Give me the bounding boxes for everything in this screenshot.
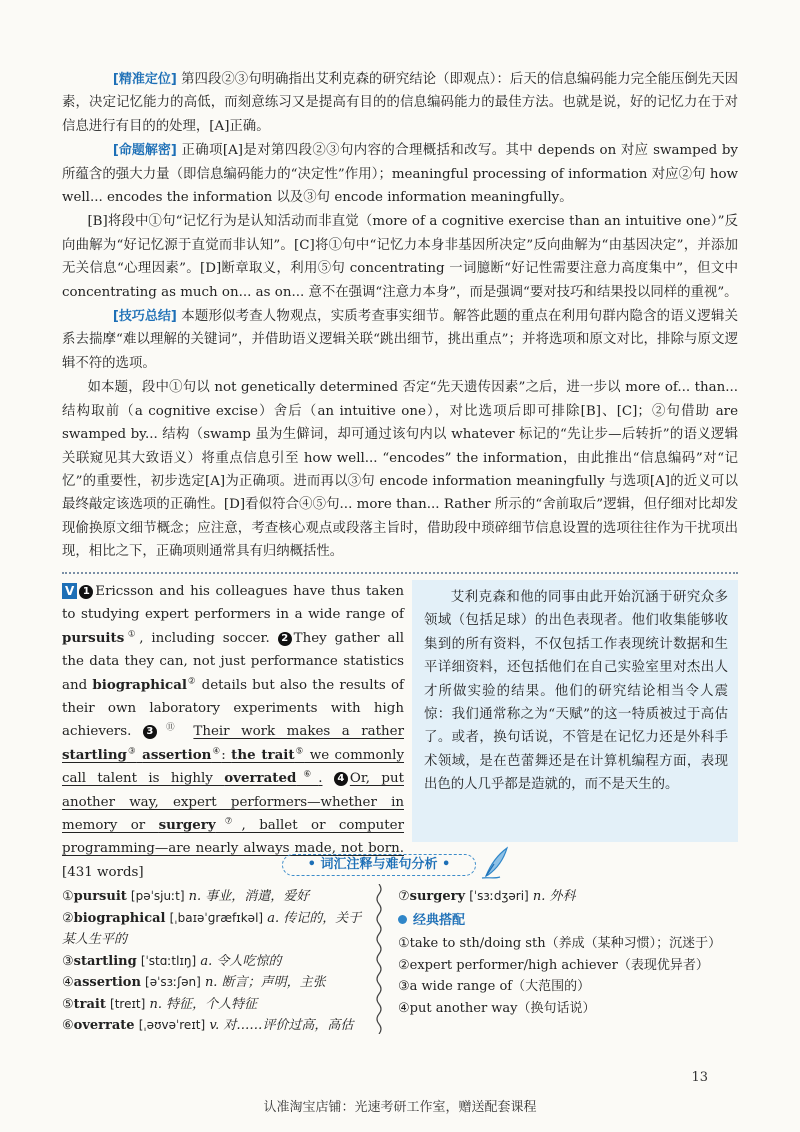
paragraph-number-badge: V: [62, 583, 77, 599]
vocabulary-list-right: [398, 886, 738, 1019]
vocab-item: ②biographical [ˌbaɪəˈɡræfɪkəl] a. 传记的，关于某人生平的: [62, 910, 362, 947]
footnote-mark: ④: [211, 746, 222, 757]
word-count: [431 words]: [62, 864, 144, 880]
keyword: startling: [62, 746, 127, 763]
collocation-item: ①take to sth/doing sth（养成（某种习惯）；沉迷于）: [398, 936, 722, 951]
sentence-number: 1: [79, 585, 93, 599]
footnote-mark: ⑤: [294, 746, 305, 757]
keyword: overrated: [224, 770, 297, 787]
underlined-sentence: Or, put another way, expert performers—whether in memory or surgery⑦, ballet or computer programming—are nearly always made, not born.: [62, 771, 405, 857]
footnote-mark: ⑪: [158, 722, 182, 733]
footer-text: 认准淘宝店铺：光速考研工作室，赠送配套课程: [263, 1100, 537, 1115]
column-separator: [374, 884, 384, 1034]
footnote-mark: ②: [186, 676, 197, 687]
section-banner: [282, 852, 518, 878]
keyword: assertion: [142, 746, 212, 763]
footnote-mark: ⑦: [215, 816, 242, 827]
vocab-item: ①pursuit [pəˈsjuːt] n. 事业，消遣，爱好: [62, 889, 310, 904]
vocab-item: ⑦surgery [ˈsɜːdʒəri] n. 外科: [398, 889, 576, 904]
reading-passage: V 1 Ericsson and his colleagues have thus taken to studying expert performers in a wide range of pursuits①, including soccer. 2 They gather all the data they can, not just performance statistics and biographical② details but also the results of their own laboratory experiments with high achievers. 3 ⑪ Their work makes a rather startling③ assertion④: the trait⑤ we commonly call talent is highly overrated⑥. 4 Or, put another way, expert performers—whether in memory or surgery⑦, ballet or computer programming—are nearly always made, not born.[431 words]: [62, 584, 405, 880]
analysis-paragraph-1: [ 精准定位 ] 第四段②③句明确指出艾利克森的研究结论（即观点）：后天的信息编码能力完全能压倒先天因素，决定记忆能力的高低，而刻意练习又是提高有目的的信息编码能力的最佳方法。也就是说，好的记忆力在于对信息进行有目的的处理，[A]正确。: [62, 68, 738, 138]
answer-analysis: [62, 68, 738, 565]
tag-precise-location: [ 精准定位 ]: [87, 68, 176, 91]
collocation-item: ④put another way（换句话说）: [398, 1000, 596, 1016]
section-divider: [62, 572, 738, 574]
tag-question-decode: [ 命题解密 ]: [87, 139, 176, 162]
footnote-mark: ①: [124, 629, 140, 640]
collocation-item: ②expert performer/high achiever（表现优异者）: [398, 957, 709, 973]
analysis-paragraph-4: [ 技巧总结 ] 本题形似考查人物观点，实质考查事实细节。解答此题的重点在利用句群内隐含的语义逻辑关系去揣摩“难以理解的关键词”，并借助语义逻辑关联“跳出细节，挑出重点”；并将选项和原文对比，排除与原文逻辑不符的选项。: [62, 305, 738, 375]
tag-skill-summary: [ 技巧总结 ]: [87, 305, 176, 328]
vocab-item: ③startling [ˈstɑːtlɪŋ] a. 令人吃惊的: [62, 953, 282, 969]
page-number: 13: [691, 1070, 708, 1085]
vocab-item: ⑥overrate [ˌəʊvəˈreɪt] v. 对……评价过高，高估: [62, 1018, 354, 1033]
vocab-item: ⑤trait [treɪt] n. 特征，个人特征: [62, 996, 258, 1012]
quill-pen-icon: [480, 846, 510, 880]
translation-box: [412, 580, 738, 842]
bullet-dot-icon: [398, 915, 407, 924]
banner-label: • 词汇注释与难句分析 •: [282, 854, 476, 876]
footnote-mark: ③: [126, 746, 137, 757]
keyword: the trait: [231, 746, 295, 763]
footnote-mark: ⑥: [296, 769, 319, 780]
sentence-number: 3: [143, 725, 157, 739]
vocab-item: ④assertion [əˈsɜːʃən] n. 断言；声明，主张: [62, 975, 326, 990]
collocation-item: ③a wide range of（大范围的）: [398, 979, 591, 994]
sentence-number: 2: [278, 632, 292, 646]
vocabulary-list: [62, 886, 362, 1037]
keyword: surgery: [158, 817, 216, 834]
keyword: pursuits: [62, 629, 125, 646]
analysis-paragraph-2: [ 命题解密 ] 正确项[A]是对第四段②③句内容的合理概括和改写。其中 depends on 对应 swamped by 所蕴含的强大力量（即信息编码能力的“决定性”作用）；meaningful processing of information 对应②句 how well... encodes the information 以及③句 encode information meaningfully。: [62, 139, 738, 209]
analysis-paragraph-3: [B]将段中①句“记忆行为是认知活动而非直觉（more of a cognitive exercise than an intuitive one）”反向曲解为“好记忆源于直觉而非认知”。[C]将①句中“记忆力本身非基因所决定”反向曲解为“由基因决定”，并添加无关信息“心理因素”。[D]断章取义，利用⑤句 concentrating 一词臆断“好记性需要注意力高度集中”，但文中 concentrating as much on... as on... 意不在强调“注意力本身”，而是强调“要对技巧和结果投以同样的重视”。: [62, 214, 738, 300]
analysis-paragraph-5: 如本题，段中①句以 not genetically determined 否定“先天遗传因素”之后，进一步以 more of... than... 结构取前（a cognitive excise）舍后（an intuitive one），对比选项后即可排除[B]、[C]；②句借助 are swamped by... 结构（swamp 虽为生僻词，却可通过该句内以 whatever 标记的“先让步—后转折”的语义逻辑关联窥见其大致语义）将重点信息引至 how well... “encodes” the information，由此推出“信息编码”对“记忆”的重要性，初步选定[A]为正确项。进而再以③句 encode information meaningfully 与选项[A]的近义可以最终敲定该选项的正确性。[D]看似符合④⑤句... more than... Rather 所示的“舍前取后”逻辑，但仔细对比却发现偷换原文细节概念；应注意，考查核心观点或段落主旨时，借助段中琐碎细节信息设置的选项往往作为干扰项出现，相比之下，正确项则通常具有归纳概括性。: [62, 380, 738, 560]
underlined-sentence: Their work makes a rather startling③ assertion④: the trait⑤ we commonly call talent is highly overrated⑥.: [62, 724, 405, 787]
sentence-number: 4: [334, 772, 348, 786]
translation-text: 艾利克森和他的同事由此开始沉涵于研究众多领域（包括足球）的出色表现者。他们收集能够收集到的所有资料，不仅包括工作表现统计数据和生平详细资料，还包括他们在自己实验室里对杰出人才所做实验的结果。他们的研究结论相当令人震惊：我们通常称之为“天赋”的这一特质被过于高估了。或者，换句话说，不管是在记忆力还是外科手术领域，是在芭蕾舞还是在计算机编程方面，表现出色的人几乎都是造就的，而不是天生的。: [424, 590, 728, 793]
collocations-heading: 经典搭配: [398, 910, 738, 932]
keyword: biographical: [92, 676, 187, 693]
